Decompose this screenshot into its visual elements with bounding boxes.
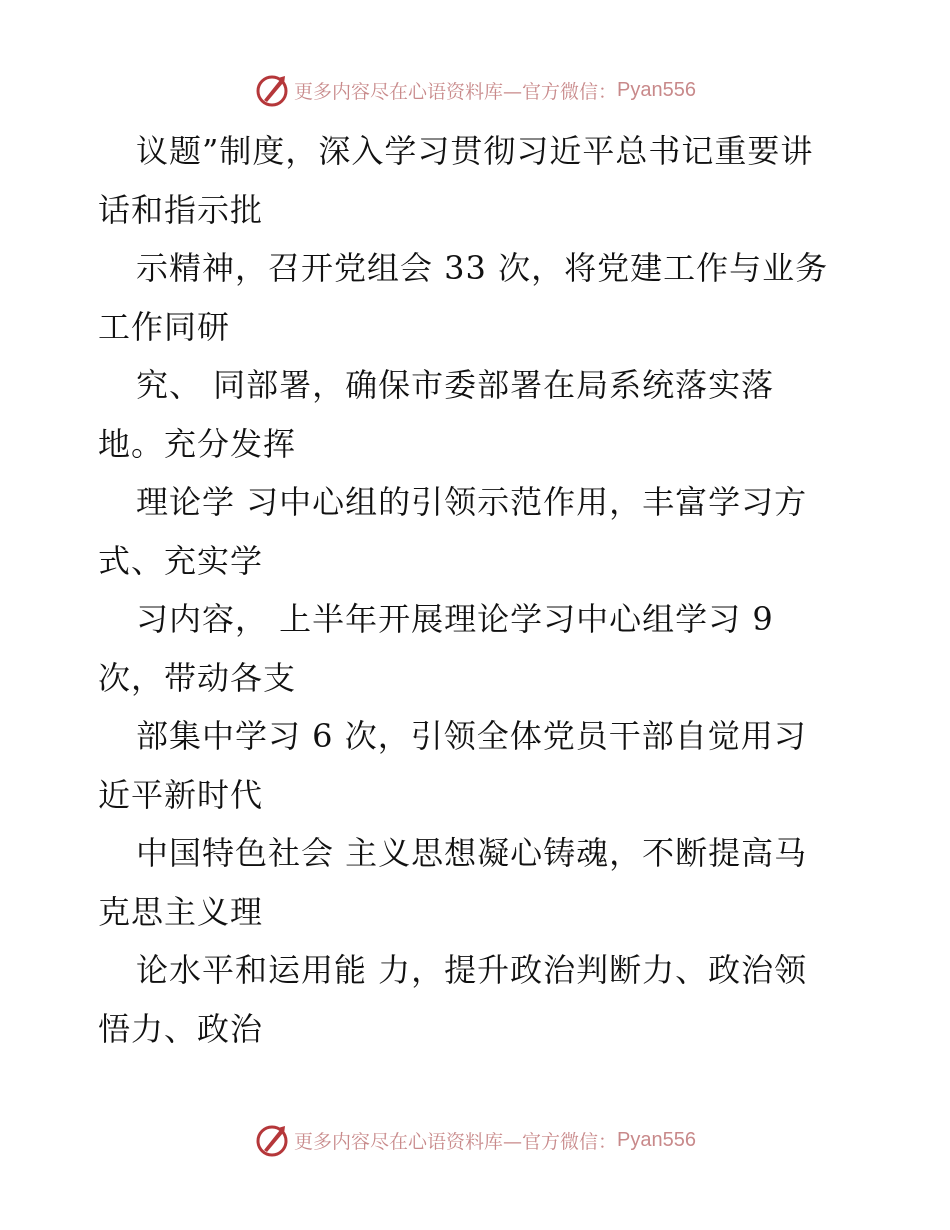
footer-wechat-id: Pyan556 <box>617 1128 696 1151</box>
body-line: 克思主义理 <box>98 892 264 931</box>
body-line: 话和指示批 <box>98 190 264 229</box>
footer-banner <box>0 1120 950 1160</box>
body-line: 次，带动各支 <box>98 658 297 697</box>
body-line: 式、充实学 <box>98 541 264 580</box>
body-line: 理论学 习中心组的引领示范作用，丰富学习方 <box>136 483 808 521</box>
body-line: 论水平和运用能 力，提升政治判断力、政治领 <box>136 951 808 989</box>
body-line: 地。充分发挥 <box>98 424 297 463</box>
footer-banner-text: 更多内容尽在心语资料库—官方微信： <box>294 1130 618 1153</box>
header-wechat-id: Pyan556 <box>617 78 696 101</box>
body-line: 中国特色社会 主义思想凝心铸魂，不断提高马 <box>136 834 808 872</box>
header-banner <box>0 70 950 110</box>
quill-logo-icon <box>254 72 290 108</box>
body-line: 究、 同部署，确保市委部署在局系统落实落 <box>136 366 775 404</box>
body-line: 工作同研 <box>98 307 231 346</box>
document-body <box>98 122 898 1058</box>
body-line: 悟力、政治 <box>98 1009 264 1048</box>
quill-logo-icon <box>254 1122 290 1158</box>
header-banner-text: 更多内容尽在心语资料库—官方微信： <box>294 80 618 103</box>
body-line: 部集中学习 6 次，引领全体党员干部自觉用习 <box>136 717 807 755</box>
body-line: 近平新时代 <box>98 775 264 814</box>
body-line: 议题”制度，深入学习贯彻习近平总书记重要讲 <box>136 132 814 170</box>
body-line: 示精神，召开党组会 33 次，将党建工作与业务 <box>136 249 829 287</box>
body-line: 习内容， 上半年开展理论学习中心组学习 9 <box>136 600 774 638</box>
